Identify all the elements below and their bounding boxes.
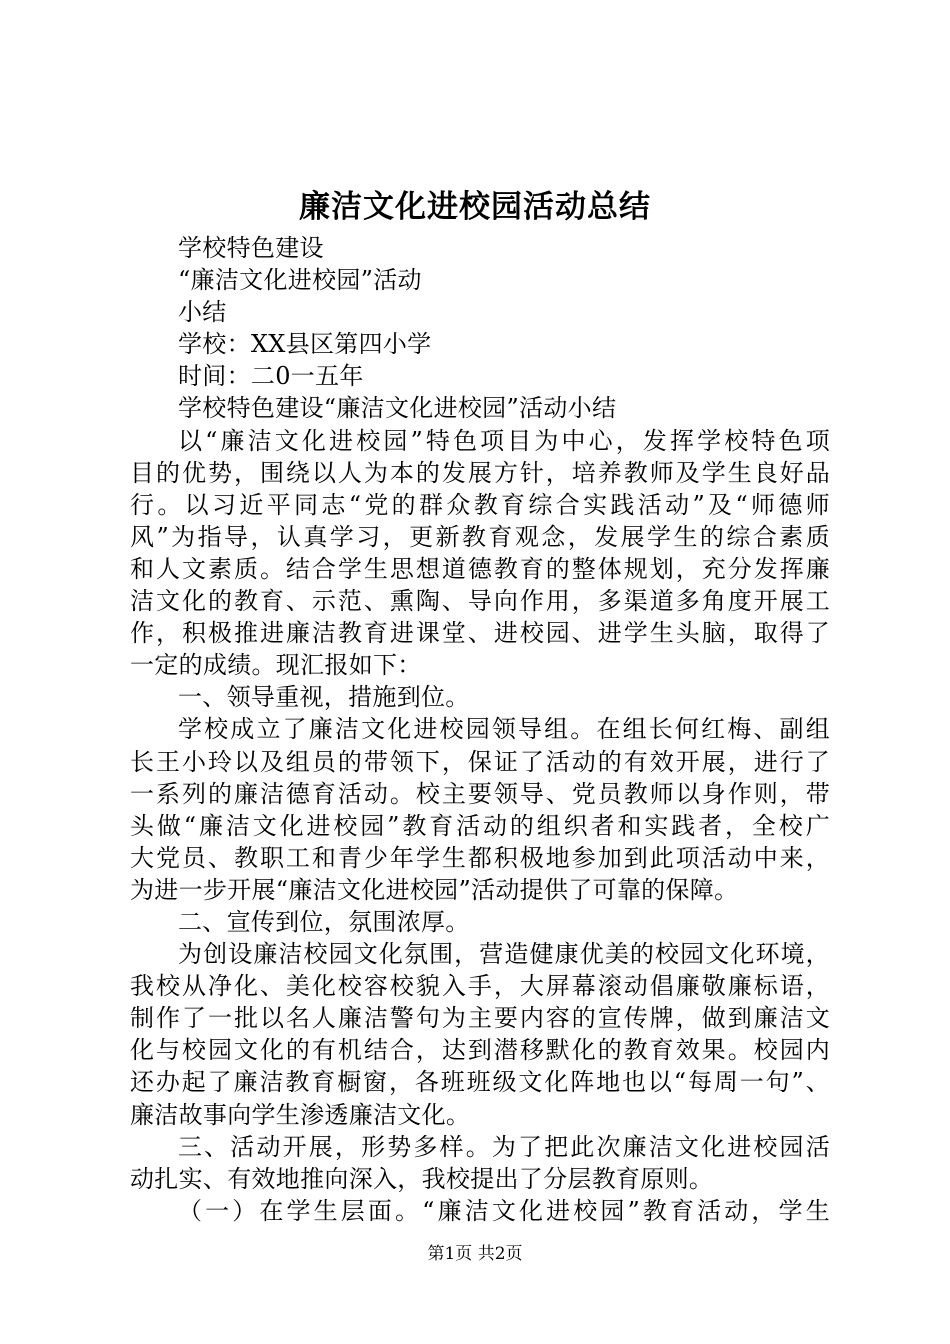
- page-footer: 第1页 共2页: [427, 1244, 523, 1264]
- text-line: 我校从净化、美化校容校貌入手，大屏幕滚动倡廉敬廉标语，: [130, 972, 830, 1001]
- text-line: 还办起了廉洁教育橱窗，各班班级文化阵地也以“每周一句”、: [130, 1068, 830, 1097]
- text-line: 时间：二0一五年: [178, 362, 364, 391]
- text-line: 洁文化的教育、示范、熏陶、导向作用，多渠道多角度开展工: [130, 587, 830, 616]
- text-line: 行。以习近平同志“党的群众教育综合实践活动”及“师德师: [130, 490, 830, 519]
- text-line: 为创设廉洁校园文化氛围，营造健康优美的校园文化环境，: [178, 940, 830, 969]
- document-title: 廉洁文化进校园活动总结: [299, 189, 651, 225]
- text-line: 一、领导重视，措施到位。: [178, 683, 470, 712]
- text-line: 头做“廉洁文化进校园”教育活动的组织者和实践者，全校广: [130, 811, 830, 840]
- text-line: 一系列的廉洁德育活动。校主要领导、党员教师以身作则，带: [130, 779, 830, 808]
- text-line: 大党员、教职工和青少年学生都积极地参加到此项活动中来，: [130, 843, 830, 872]
- text-line: 化与校园文化的有机结合，达到潜移默化的教育效果。校园内: [130, 1036, 830, 1065]
- text-line: 一定的成绩。现汇报如下：: [130, 651, 422, 680]
- text-line: 长王小玲以及组员的带领下，保证了活动的有效开展，进行了: [130, 747, 830, 776]
- text-line: 三、活动开展，形势多样。为了把此次廉洁文化进校园活: [178, 1132, 830, 1161]
- text-line: 学校特色建设: [178, 234, 324, 262]
- text-line: 制作了一批以名人廉洁警句为主要内容的宣传牌，做到廉洁文: [130, 1004, 830, 1033]
- text-line: 风”为指导，认真学习，更新教育观念，发展学生的综合素质: [130, 522, 830, 551]
- text-line: 目的优势，围绕以人为本的发展方针，培养教师及学生良好品: [130, 458, 830, 487]
- text-line: 为进一步开展“廉洁文化进校园”活动提供了可靠的保障。: [130, 875, 739, 904]
- document-body: [130, 232, 830, 1227]
- text-line: 学校成立了廉洁文化进校园领导组。在组长何红梅、副组: [178, 715, 830, 744]
- text-line: 学校特色建设“廉洁文化进校园”活动小结: [178, 394, 617, 423]
- text-line: 作，积极推进廉洁教育进课堂、进校园、进学生头脑，取得了: [130, 619, 830, 648]
- text-line: 廉洁故事向学生渗透廉洁文化。: [130, 1100, 471, 1129]
- text-line: 二、宣传到位，氛围浓厚。: [178, 907, 470, 936]
- text-line: 和人文素质。结合学生思想道德教育的整体规划，充分发挥廉: [130, 554, 830, 583]
- text-line: 学校：XX县区第四小学: [178, 330, 432, 359]
- text-line: 以“廉洁文化进校园”特色项目为中心，发挥学校特色项: [178, 426, 830, 455]
- text-line: 动扎实、有效地推向深入，我校提出了分层教育原则。: [130, 1164, 714, 1193]
- text-line: 小结: [178, 298, 227, 327]
- text-line: （一）在学生层面。“廉洁文化进校园”教育活动，学生: [178, 1196, 830, 1225]
- text-line: “廉洁文化进校园”活动: [178, 266, 422, 295]
